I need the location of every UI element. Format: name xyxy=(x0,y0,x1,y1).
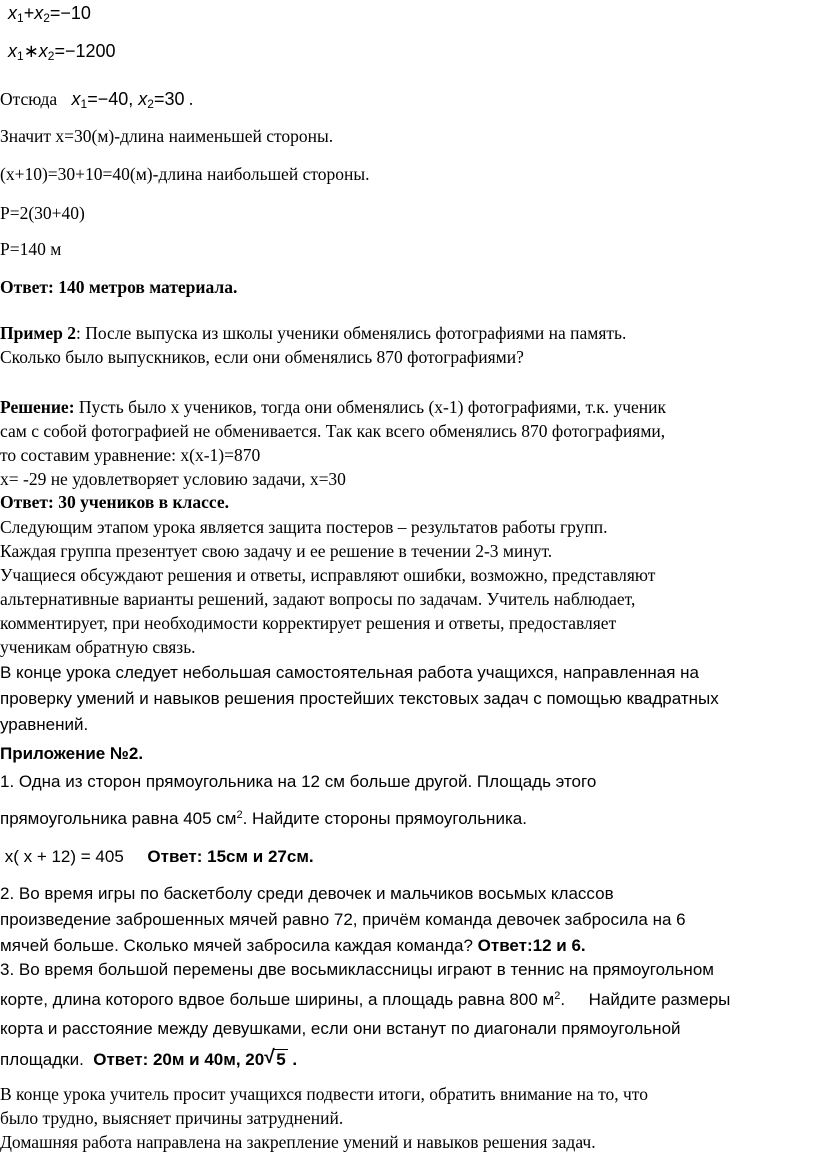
answer-1: Ответ: 140 метров материала. xyxy=(0,277,238,297)
task-3-answer: площадки. Ответ: 20м и 40м, 20 √ 5 . xyxy=(0,1047,298,1069)
formula-sum: $x_1+x_2=-10$ xyxy=(8,3,91,25)
formula-roots: $x_1=-40$, $x_2=30$ xyxy=(71,89,185,111)
task-3: 3. Во время большой перемены две восьмиклассницы играют в теннис на прямоугольном xyxy=(0,960,714,979)
text-line: В конце урока следует небольшая самостоятельная работа учащихся, направленная на xyxy=(0,663,699,682)
text-line: х= -29 не удовлетворяет условию задачи, х=30 xyxy=(0,469,346,489)
text-line: проверку умений и навыков решения простейших текстовых задач с помощью квадратных xyxy=(0,689,719,708)
appendix-title: Приложение №2. xyxy=(0,744,144,763)
text-line: Значит х=30(м)-длина наименьшей стороны. xyxy=(0,126,334,146)
text-line: Сколько было выпускников, если они обменялись 870 фотографиями? xyxy=(0,347,524,367)
text-line: Следующим этапом урока является защита постеров – результатов работы групп. xyxy=(0,517,608,537)
solution: Решение: Пусть было х учеников, тогда они обменялись (х-1) фотографиями, т.к. ученик xyxy=(0,397,667,417)
text-line: комментирует, при необходимости корректирует решения и ответы, предоставляет xyxy=(0,613,617,633)
text-line: то составим уравнение: х(х-1)=870 xyxy=(0,445,261,465)
text-line: сам с собой фотографией не обменивается. Так как всего обменялись 870 фотографиями, xyxy=(0,421,666,441)
task-2: 2. Во время игры по баскетболу среди девочек и мальчиков восьмых классов xyxy=(0,884,614,903)
text-line: Домашняя работа направлена на закрепление умений и навыков решения задач. xyxy=(0,1132,596,1152)
text-line: ученикам обратную связь. xyxy=(0,637,196,657)
text-line: Р=140 м xyxy=(0,239,62,259)
formula-product: $x_1∗x_2=-1200$ xyxy=(8,41,116,63)
text-line: мячей больше. Сколько мячей забросила каждая команда? Ответ:12 и 6. xyxy=(0,936,586,955)
text-line: уравнений. xyxy=(0,715,89,734)
text-line: было трудно, выясняет причины затруднений. xyxy=(0,1108,344,1128)
text-line: Учащиеся обсуждают решения и ответы, исправляют ошибки, возможно, представляют xyxy=(0,565,656,585)
text-line: Р=2(30+40) xyxy=(0,203,85,223)
text-line: произведение заброшенных мячей равно 72, причём команда девочек забросила на 6 xyxy=(0,910,686,929)
text-line: В конце урока учитель просит учащихся подвести итоги, обратить внимание на то, что xyxy=(0,1084,648,1104)
text-line: Каждая группа презентует свою задачу и ее решение в течении 2-3 минут. xyxy=(0,541,553,561)
otsyuda-line: Отсюда $x_1=-40$, $x_2=30$ . xyxy=(0,89,194,111)
text-line: альтернативные варианты решений, задают вопросы по задачам. Учитель наблюдает, xyxy=(0,589,636,609)
text-line: корта и расстояние между девушками, если они встанут по диагонали прямоугольной xyxy=(0,1019,681,1038)
sqrt-symbol: √ 5 xyxy=(264,1047,286,1069)
answer-2: Ответ: 30 учеников в классе. xyxy=(0,492,230,512)
task-1: 1. Одна из сторон прямоугольника на 12 см больше другой. Площадь этого xyxy=(0,772,597,791)
text-line: корте, длина которого вдвое больше ширины, а площадь равна 800 $м^2$. Найдите размеры xyxy=(0,990,731,1009)
text-line: прямоугольника равна 405 $см^2$. Найдите стороны прямоугольника. xyxy=(0,809,527,828)
task-1-equation: х( х + 12) = 405 Ответ: 15см и 27см. xyxy=(0,847,314,866)
example-2: Пример 2: После выпуска из школы ученики обменялись фотографиями на память. xyxy=(0,323,627,343)
text-line: (х+10)=30+10=40(м)-длина наибольшей стороны. xyxy=(0,164,370,184)
